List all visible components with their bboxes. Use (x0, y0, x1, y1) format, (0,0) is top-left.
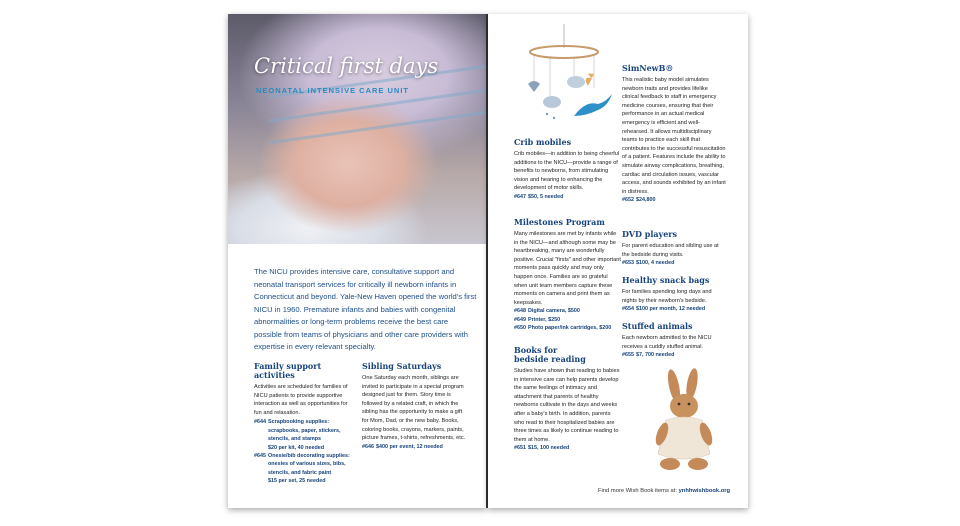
wishbook-link[interactable]: ynhhwishbook.org (678, 488, 731, 494)
milestones-section (514, 218, 622, 333)
stuffed-animals-heading: Stuffed animals (622, 321, 693, 331)
crib-mobiles-section (514, 138, 622, 201)
wish-item: #648 Digital camera, $500 (514, 308, 580, 315)
newborn-photo (228, 14, 486, 244)
left-page (228, 14, 486, 508)
snack-bags-section (622, 276, 726, 314)
wish-item: #651 $15, 100 needed (514, 445, 570, 452)
family-support-section (254, 362, 354, 486)
dvd-players-heading: DVD players (622, 229, 677, 239)
crib-mobiles-body: Crib mobiles—in addition to being cheerful additions to the NICU—provide a range of benefits to newborns, from stimulating vision and hearing to enhancing the development of motor skills. (514, 151, 620, 192)
snack-bags-body: For families spending long days and nights by their newborn's bedside. (622, 289, 712, 304)
dvd-players-section (622, 230, 726, 268)
right-page (488, 14, 748, 508)
wish-item: #649 Printer, $250 (514, 316, 561, 323)
wish-item: #647 $50, 5 needed (514, 193, 564, 200)
intro-paragraph: The NICU provides intensive care, consultative support and neonatal transport services for critically ill newborn infants in Connecticut and beyond. Yale-New Haven opened the world's first NICU in 1960. Premature infants and babies with congenital abnormalities or long-term problems receive the best care possible from teams of physicians and other care providers with expertise in every relevant specialty. (254, 267, 477, 351)
family-support-heading: Family support activities (254, 361, 322, 380)
stuffed-animals-section (622, 322, 726, 360)
books-body: Studies have shown that reading to babies in intensive care can help parents develop the same feelings of intimacy and attachment that parents of healthy newborns cultivate in the days and weeks after a baby's birth. In addition, parents who read to their hospitalized babies are three times as likely to continue reading to them at home. (514, 368, 620, 443)
wish-item: #652 $24,800 (622, 197, 656, 204)
simnewb-section (622, 64, 726, 205)
books-heading: Books for bedside reading (514, 345, 586, 364)
footer-note: Find more Wish Book items at: ynhhwishbook.org (598, 488, 731, 494)
wish-item: #646 $400 per event, 12 needed (362, 443, 443, 450)
milestones-body: Many milestones are met by infants while in the NICU—and although some may be heartbreaking, many are wonderfully positive. Crucial "firsts" and other important moments pass quickly and may only happen once. Families are so grateful when unit team members capture these moments on camera and print them as keepsakes. (514, 231, 621, 306)
crib-mobile-illustration (514, 24, 614, 136)
page-subtitle: NEONATAL INTENSIVE CARE UNIT (256, 86, 410, 95)
sibling-saturdays-heading: Sibling Saturdays (362, 361, 442, 371)
stuffed-animals-body: Each newborn admitted to the NICU receives a cuddly stuffed animal. (622, 335, 712, 350)
stuffed-bunny-illustration (648, 368, 726, 474)
crib-mobiles-heading: Crib mobiles (514, 137, 572, 147)
simnewb-body: This realistic baby model simulates newborn traits and provides lifelike clinical feedback to staff in emergency medicine courses, ensuring that their performance in an actual medical emergency is efficient and well-rehearsed. It allows multidisciplinary teams to practice each skill that contributes to the successful resuscitation of a patient. Features include the ability to simulate airway complications, breathing, cardiac and circulation issues, vascular access, and sounds exhibited by an infant in distress. (622, 77, 726, 195)
page-title: Critical first days (254, 54, 439, 78)
sibling-saturdays-section (362, 362, 470, 451)
dvd-players-body: For parent education and sibling use at the bedside during visits. (622, 243, 719, 258)
simnewb-heading: SimNewB® (622, 63, 674, 73)
milestones-heading: Milestones Program (514, 217, 605, 227)
wish-item: #645 Onesie/bib decorating supplies: onesies of various sizes, bibs, stencils, and fabric paint $15 per set, 25 needed (254, 453, 350, 485)
family-support-body: Activities are scheduled for families of NICU patients to provide supportive interaction as well as opportunities for fun and relaxation. (254, 384, 348, 416)
snack-bags-heading: Healthy snack bags (622, 275, 710, 285)
wish-item: #653 $100, 4 needed (622, 260, 675, 267)
books-section (514, 346, 622, 453)
sibling-saturdays-body: One Saturday each month, siblings are invited to participate in a special program designed just for them. Story time is followed by a related craft, in which the sibling has the opportunity to make a gift for Mom, Dad, or the new baby. Books, coloring books, crayons, markers, paints, picture frames, t-shirts, refreshments, etc. (362, 375, 466, 442)
wish-item: #654 $100 per month, 12 needed (622, 306, 706, 313)
wish-item: #644 Scrapbooking supplies: scrapbooks, paper, stickers, stencils, and stamps $20 per kit, 40 needed (254, 419, 341, 451)
wish-item: #655 $7, 700 needed (622, 352, 675, 359)
wish-item: #650 Photo paper/ink cartridges, $200 (514, 325, 612, 332)
